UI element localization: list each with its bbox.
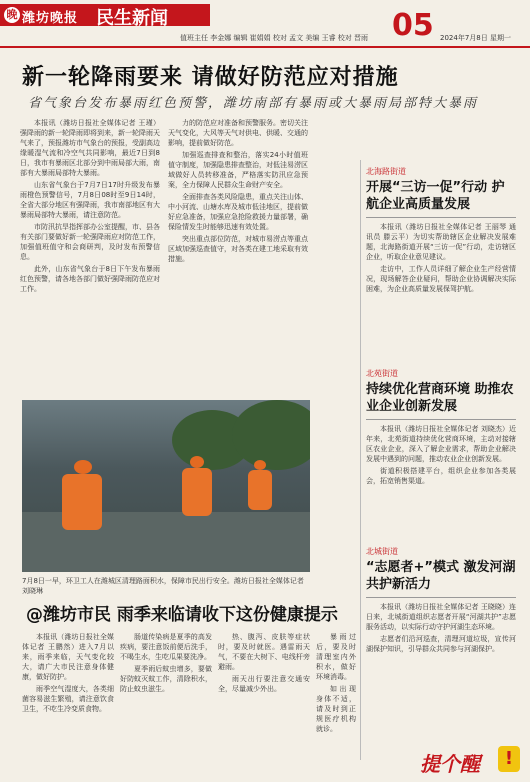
photo-tree bbox=[232, 400, 310, 470]
editors-line: 值班主任 李金娜 编辑 崔娟娟 校对 孟文 美编 王睿 校对 晋雨 bbox=[180, 34, 369, 42]
logo-emblem-icon: 晚 bbox=[4, 7, 20, 23]
paragraph: 雨天出行要注意交通安全，尽量减少外出。 bbox=[218, 675, 310, 693]
side-story-tag: 北城街道 bbox=[366, 547, 398, 556]
side-story-title: “志愿者+”模式 激发河湖共护新活力 bbox=[366, 560, 516, 592]
paragraph: 热、腹泻、皮肤等症状时，要及时就医。遇雷雨天气，不要在大树下、电线杆旁避雨。 bbox=[218, 633, 310, 671]
paragraph: 本报讯（潍坊日报社全媒体记者 王晓晓）连日来，北城街道组织志愿者开展“河湖共护”志愿服务活动，以实际行动守护河湖生态环境。 bbox=[366, 603, 516, 631]
side-story-text bbox=[366, 424, 516, 544]
paragraph: 夏季雨后蚊虫增多，要做好防蚊灭蚊工作，清除积水，防止蚊虫滋生。 bbox=[120, 665, 212, 693]
side-story-rule bbox=[366, 597, 516, 598]
paragraph: 全面排查各类风险隐患，重点关注山体、中小河流、山塘水库及城市低洼地区，提前做好应急准备，加强应急抢险救援力量部署，确保险情发生时能够迅速有效处置。 bbox=[168, 193, 308, 231]
date-line: 2024年7月8日 星期一 bbox=[440, 34, 511, 42]
header-rule bbox=[0, 46, 530, 48]
news-photo bbox=[22, 400, 310, 572]
worker-figure bbox=[248, 470, 272, 510]
worker-helmet bbox=[190, 456, 204, 468]
paragraph: 力的防范应对准备和预警服务。密切关注天气变化，大风等天气对供电、供暖、交通的影响，提前做好防范。 bbox=[168, 119, 308, 147]
worker-figure bbox=[62, 474, 102, 530]
side-story-1 bbox=[366, 166, 516, 342]
masthead bbox=[0, 0, 530, 48]
side-story-2 bbox=[366, 368, 516, 544]
health-column-a bbox=[22, 632, 114, 772]
side-story-title: 开展“三访一促”行动 护航企业高质量发展 bbox=[366, 180, 505, 212]
paragraph: 肠道传染病是夏季的高发疾病，要注意饭前便后洗手，不喝生水，生吃瓜果要洗净。 bbox=[120, 633, 212, 661]
side-story-3 bbox=[366, 546, 516, 702]
paragraph: 暴雨过后，要及时清理室内外积水，做好环境消毒。 bbox=[316, 633, 356, 681]
worker-figure bbox=[182, 468, 212, 516]
health-column-c bbox=[218, 632, 310, 744]
side-story-text bbox=[366, 602, 516, 702]
side-story-title: 持续优化营商环境 助推农业企业创新发展 bbox=[366, 382, 514, 414]
side-story-tag: 北海路街道 bbox=[366, 167, 406, 176]
column-divider bbox=[360, 160, 361, 760]
paragraph: 加强巡查排查和整治，落实24小时值班值守制度，加强隐患排查整治，对低洼易涝区域做好人员转移准备，严格落实防汛应急预案，全力保障人民群众生命财产安全。 bbox=[168, 151, 308, 189]
exclamation-icon: ! bbox=[498, 746, 520, 772]
paragraph: 市防汛抗旱指挥部办公室提醒，市、县各有关部门要做好新一轮强降雨应对防范工作，加强值班值守和会商研判，及时发布预警信息。 bbox=[20, 223, 160, 261]
paragraph: 如出现身体不适，请及时到正规医疗机构就诊。 bbox=[316, 685, 356, 733]
paragraph: 本报讯（潍坊日报社全媒体记者 王瑾）强降雨的新一轮降雨即将到来，新一轮降雨天气来了，预报潍坊市气象台的预报，受副高边缘暖湿气流和冷空气共同影响，最近7日到8日，我市有暴雨区北部分到中雨局部大雨，南部有大暴雨局部特大暴雨。 bbox=[20, 119, 160, 177]
paragraph: 雨季空气湿度大，各类细菌容易滋生繁殖，请注意饮食卫生，不吃生冷变质食物。 bbox=[22, 685, 114, 713]
paragraph: 本报讯（潍坊日报社全媒体记者 刘晓杰）近年来，北苑街道持续优化营商环境，主动对接辖区农业企业，深入了解企业需求，帮助企业解决发展中遇到的问题，推动农业企业创新发展。 bbox=[366, 425, 516, 463]
paragraph: 突出重点部位防范，对城市易涝点等重点区域加强巡查值守，对各类在建工地采取有效措施。 bbox=[168, 235, 308, 263]
health-column-d bbox=[316, 632, 356, 744]
paragraph: 街道积极搭建平台，组织企业参加各类展会，拓宽销售渠道。 bbox=[366, 467, 516, 485]
main-story-column-b bbox=[168, 118, 308, 378]
side-story-text bbox=[366, 222, 516, 342]
side-story-rule bbox=[366, 419, 516, 420]
health-column-b bbox=[120, 632, 212, 772]
paragraph: 本报讯（潍坊日报社全媒体记者 王鹏然）进入7月以来，雨季来临，天气变化较大，请广大市民注意身体健康，做好防护。 bbox=[22, 633, 114, 681]
paper-name: 潍坊晚报 bbox=[22, 11, 79, 26]
main-headline: 新一轮降雨要来 请做好防范应对措施 bbox=[22, 65, 399, 90]
side-story-rule bbox=[366, 217, 516, 218]
photo-caption: 7月8日一早，环卫工人在潍城区清理路面积水，保障市民出行安全。潍坊日报社全媒体记者 刘晓琳 bbox=[22, 577, 304, 595]
paragraph: 本报讯（潍坊日报社全媒体记者 王丽琴 通讯员 滕云平）为切实帮助辖区企业解决发展难题，北海路街道开展“三访一促”行动，走访辖区企业，听取企业意见建议。 bbox=[366, 223, 516, 261]
health-tips-headline: @潍坊市民 雨季来临请收下这份健康提示 bbox=[26, 605, 338, 625]
paragraph: 走访中，工作人员详细了解企业生产经营情况，现场解答企业疑问，帮助企业协调解决实际困难，为企业高质量发展保驾护航。 bbox=[366, 265, 516, 293]
paragraph: 此外，山东省气象台于8日下午发布暴雨红色预警，请各地各部门做好强降雨防范应对工作。 bbox=[20, 265, 160, 293]
worker-helmet bbox=[74, 460, 92, 474]
worker-helmet bbox=[254, 460, 266, 470]
paragraph: 志愿者们沿河巡查，清理河道垃圾，宣传河湖保护知识，引导群众共同参与河湖保护。 bbox=[366, 635, 516, 653]
paragraph: 山东省气象台于7月7日17时升级发布暴雨橙色预警信号，7月8日08时至9日14时，全省大部分地区有强降雨，我市南部地区有大暴雨局部特大暴雨，请注意防范。 bbox=[20, 181, 160, 219]
page-number: 05 bbox=[392, 8, 434, 43]
main-subhead: 省气象台发布暴雨红色预警，潍坊南部有暴雨或大暴雨局部特大暴雨 bbox=[28, 96, 479, 111]
side-story-tag: 北苑街道 bbox=[366, 369, 398, 378]
reminder-text: 提个醒 bbox=[420, 752, 480, 776]
section-name: 民生新闻 bbox=[96, 8, 168, 29]
reminder-badge bbox=[402, 746, 522, 778]
paper-logo bbox=[0, 4, 210, 29]
